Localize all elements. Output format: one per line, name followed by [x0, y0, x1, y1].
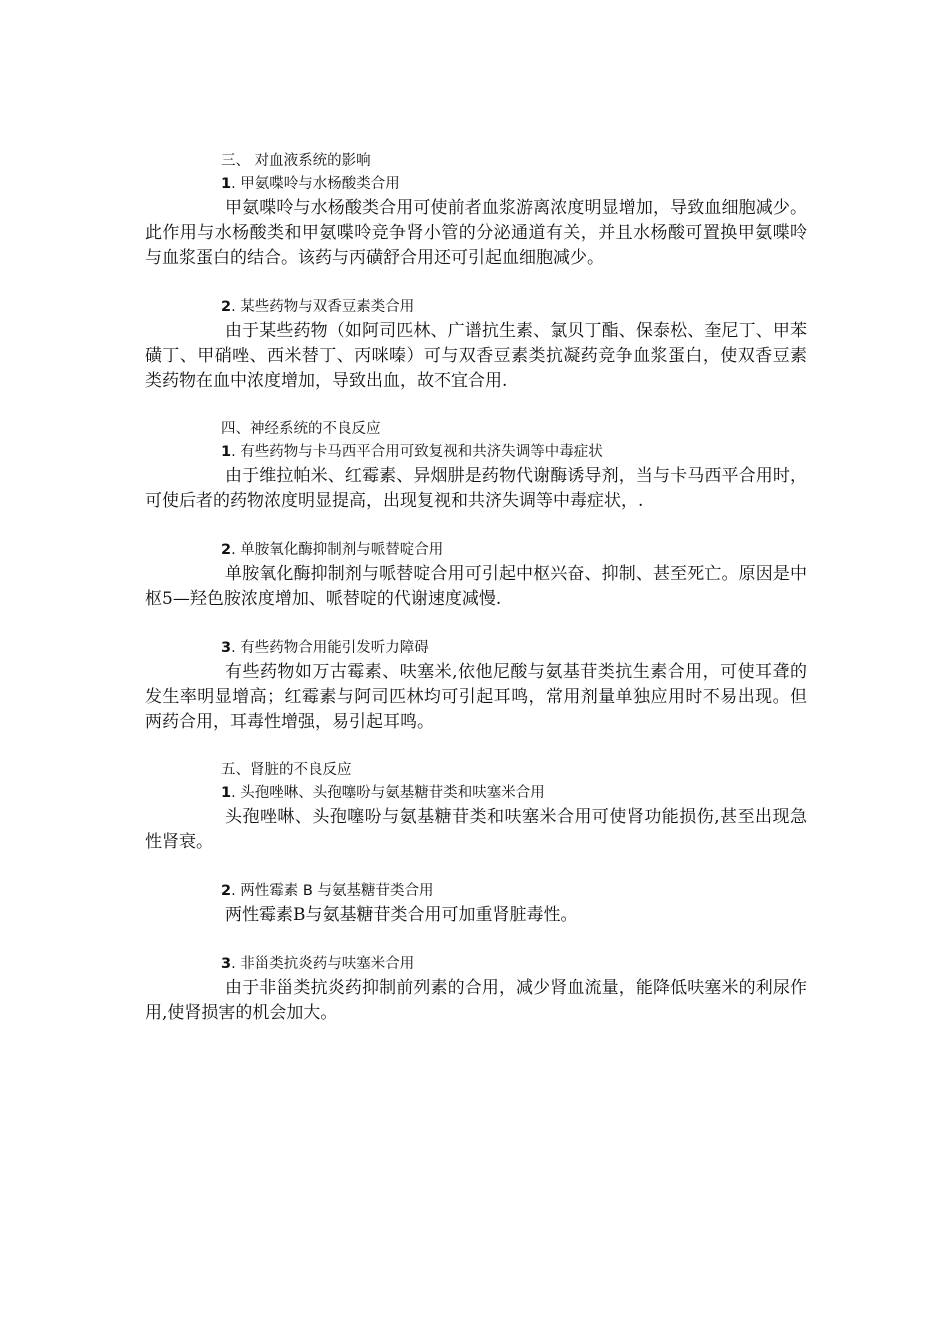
paragraph-spacer: [145, 514, 807, 538]
subsection-title: . 非甾类抗炎药与呋塞米合用: [231, 956, 415, 972]
paragraph-spacer: [145, 612, 807, 636]
paragraph-spacer: [145, 394, 807, 418]
section-heading: 四、神经系统的不良反应: [221, 421, 381, 437]
subsection-number: 1: [221, 444, 232, 460]
body-paragraph: 单胺氧化酶抑制剂与哌替啶合用可引起中枢兴奋、抑制、甚至死亡。原因是中枢5—羟色胺浓度增加、哌替啶的代谢速度减慢.: [145, 564, 807, 609]
body-paragraph: 头孢唑啉、头孢噻吩与氨基糖苷类和呋塞米合用可使肾功能损伤,甚至出现急性肾衰。: [145, 807, 807, 852]
subsection-title: . 两性霉素 B 与氨基糖苷类合用: [231, 883, 434, 899]
document-body: [145, 150, 807, 1026]
body-paragraph: 由于非甾类抗炎药抑制前列素的合用，减少肾血流量，能降低呋塞米的利尿作用,使肾损害的机会加大。: [145, 978, 807, 1023]
subsection-title: . 有些药物与卡马西平合用可致复视和共济失调等中毒症状: [231, 444, 603, 460]
subsection-number: 1: [221, 785, 232, 801]
subsection-heading: [221, 879, 807, 903]
subsection-heading: [221, 952, 807, 976]
subsection-heading: [221, 636, 807, 660]
subsection-title: . 头孢唑啉、头孢噻吩与氨基糖苷类和呋塞米合用: [231, 785, 545, 801]
body-paragraph: 由于维拉帕米、红霉素、异烟肼是药物代谢酶诱导剂，当与卡马西平合用时，可使后者的药物浓度明显提高，出现复视和共济失调等中毒症状，.: [145, 466, 807, 511]
section-heading: 五、肾脏的不良反应: [221, 762, 352, 778]
subsection-number: 2: [221, 542, 232, 558]
subsection-number: 3: [221, 956, 232, 972]
subsection-title: . 单胺氧化酶抑制剂与哌替啶合用: [231, 542, 444, 558]
subsection-heading: [221, 781, 807, 805]
subsection-heading: [221, 440, 807, 464]
subsection-title: . 某些药物与双香豆素类合用: [231, 299, 415, 315]
subsection-heading: [221, 538, 807, 562]
paragraph-spacer: [145, 928, 807, 952]
subsection-number: 3: [221, 640, 232, 656]
paragraph-spacer: [145, 271, 807, 295]
subsection-heading: [221, 295, 807, 319]
body-paragraph: 甲氨喋呤与水杨酸类合用可使前者血浆游离浓度明显增加，导致血细胞减少。此作用与水杨酸类和甲氨喋呤竞争肾小管的分泌通道有关，并且水杨酸可置换甲氨喋呤与血浆蛋白的结合。该药与丙磺舒合用还可引起血细胞减少。: [145, 198, 807, 268]
subsection-title: . 甲氨喋呤与水杨酸类合用: [231, 176, 400, 192]
paragraph-spacer: [145, 855, 807, 879]
subsection-number: 2: [221, 883, 232, 899]
section-heading: 三、 对血液系统的影响: [221, 153, 371, 169]
subsection-heading: [221, 172, 807, 196]
body-paragraph: 由于某些药物（如阿司匹林、广谱抗生素、氯贝丁酯、保泰松、奎尼丁、甲苯磺丁、甲硝唑、西米替丁、丙咪嗪）可与双香豆素类抗凝药竞争血浆蛋白，使双香豆素类药物在血中浓度增加，导致出血，故不宜合用.: [145, 321, 807, 391]
subsection-number: 2: [221, 299, 232, 315]
subsection-number: 1: [221, 176, 232, 192]
paragraph-spacer: [145, 735, 807, 759]
body-paragraph: 两性霉素B与氨基糖苷类合用可加重肾脏毒性。: [225, 905, 578, 925]
subsection-title: . 有些药物合用能引发听力障碍: [231, 640, 429, 656]
body-paragraph: 有些药物如万古霉素、呋塞米,依他尼酸与氨基苷类抗生素合用，可使耳聋的发生率明显增高；红霉素与阿司匹林均可引起耳鸣，常用剂量单独应用时不易出现。但两药合用，耳毒性增强，易引起耳鸣。: [145, 662, 807, 732]
